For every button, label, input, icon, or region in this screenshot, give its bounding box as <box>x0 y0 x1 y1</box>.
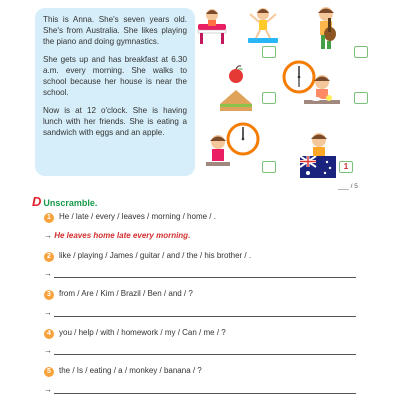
girl-piano-icon <box>196 6 252 46</box>
question-text: from / Are / Kim / Brazil / Ben / and / ? <box>59 289 193 298</box>
girl-breakfast-icon <box>302 72 342 116</box>
answer-box-1[interactable] <box>262 46 276 58</box>
arrow-icon: → <box>44 231 52 240</box>
picture-panel <box>196 4 371 182</box>
question-text: He / late / every / leaves / morning / home / . <box>59 212 216 221</box>
section-title: Unscramble. <box>43 198 98 208</box>
answer-1 <box>44 231 190 240</box>
answer-box-3[interactable] <box>262 92 276 104</box>
arrow-icon: → <box>44 385 52 394</box>
paragraph-1: This is Anna. She's seven years old. She's from Australia. She likes playing the piano and doing gymnastics. <box>43 15 187 46</box>
answer-box-4[interactable] <box>354 92 368 104</box>
answer-3[interactable] <box>44 308 356 317</box>
question-text: you / help / with / homework / my / Can / me / ? <box>59 328 226 337</box>
paragraph-2: She gets up and has breakfast at 6.30 a.m. every morning. She walks to school because her house is near the school. <box>43 55 187 97</box>
question-5 <box>44 366 202 377</box>
answer-line[interactable] <box>54 271 356 278</box>
question-number: 1 <box>44 213 54 223</box>
section-heading <box>32 194 97 209</box>
answer-box-6[interactable]: 1 <box>339 161 353 173</box>
answer-text[interactable]: He leaves home late every morning. <box>54 231 191 240</box>
answer-2[interactable] <box>44 269 356 278</box>
question-number: 4 <box>44 329 54 339</box>
clock-icon <box>226 122 260 156</box>
score: ___ / 5 <box>338 183 358 190</box>
question-3 <box>44 289 193 300</box>
arrow-icon: → <box>44 269 52 278</box>
question-number: 2 <box>44 252 54 262</box>
arrow-icon: → <box>44 308 52 317</box>
question-text: like / playing / James / guitar / and / the / his brother / . <box>59 251 252 260</box>
answer-line[interactable] <box>54 348 356 355</box>
question-1 <box>44 212 216 223</box>
australia-flag-icon <box>300 156 336 178</box>
question-4 <box>44 328 226 339</box>
question-2 <box>44 251 251 262</box>
girl-icon <box>302 130 336 158</box>
answer-5[interactable] <box>44 385 356 394</box>
girl-gymnastics-icon <box>246 4 280 48</box>
reading-passage <box>35 8 195 176</box>
arrow-icon: → <box>44 346 52 355</box>
sandwich-apple-icon <box>216 64 256 114</box>
section-letter: D <box>32 194 42 209</box>
question-number: 5 <box>44 367 54 377</box>
answer-box-5[interactable] <box>262 161 276 173</box>
paragraph-3: Now is at 12 o'clock. She is having lunch with her friends. She is eating a sandwich with eggs and an apple. <box>43 106 187 137</box>
answer-4[interactable] <box>44 346 356 355</box>
answer-line[interactable] <box>54 387 356 394</box>
question-text: the / Is / eating / a / monkey / banana / ? <box>59 366 202 375</box>
girl-guitar-icon <box>306 4 346 52</box>
question-number: 3 <box>44 290 54 300</box>
answer-box-2[interactable] <box>354 46 368 58</box>
answer-line[interactable] <box>54 310 356 317</box>
